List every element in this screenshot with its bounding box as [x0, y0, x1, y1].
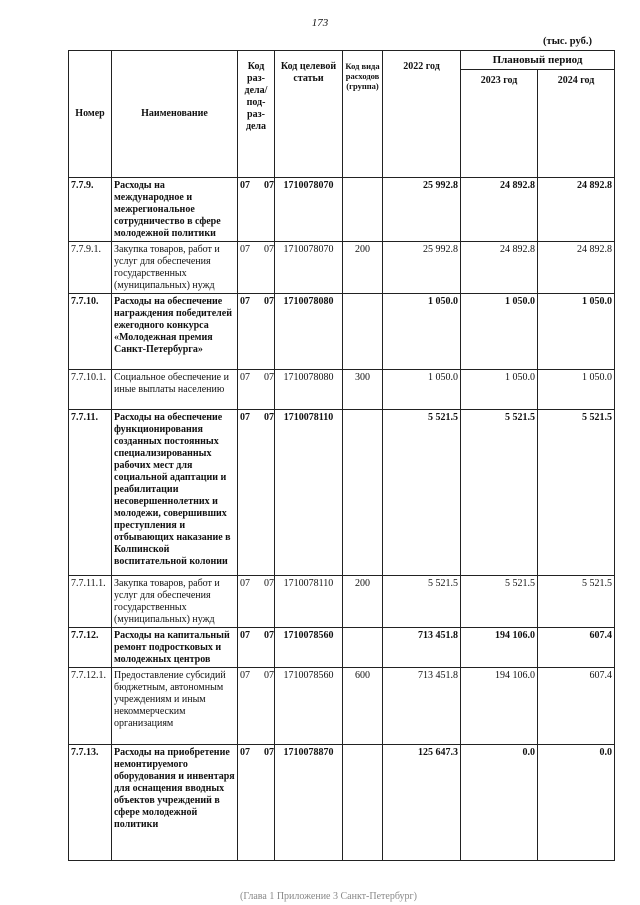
cell-2024: 24 892.8 [538, 178, 615, 242]
cell-2023: 1 050.0 [461, 370, 538, 410]
cell-name: Закупка товаров, работ и услуг для обеспечения государственных (муниципальных) нужд [112, 242, 238, 294]
cell-2023: 5 521.5 [461, 410, 538, 576]
table-row [69, 370, 615, 410]
cell-num: 7.7.12. [69, 628, 112, 668]
cell-name: Расходы на международное и межрегиональное сотрудничество в сфере молодежной политики [112, 178, 238, 242]
table-row [69, 576, 615, 628]
cell-num: 7.7.10. [69, 294, 112, 370]
cell-target: 1710078870 [275, 745, 343, 861]
cell-subsection-code: 07 [264, 578, 274, 589]
cell-section [238, 576, 275, 628]
cell-section [238, 745, 275, 861]
cell-section-code: 07 [240, 747, 250, 758]
table-row [69, 410, 615, 576]
budget-table [68, 50, 615, 861]
cell-target: 1710078110 [275, 576, 343, 628]
header-section: Код раз-дела/ под-раз-дела [238, 51, 275, 178]
cell-subsection-code: 07 [264, 244, 274, 255]
cell-section-code: 07 [240, 244, 250, 255]
cell-target: 1710078560 [275, 628, 343, 668]
units-label: (тыс. руб.) [543, 36, 592, 47]
cell-subsection-code: 07 [264, 630, 274, 641]
cell-section [238, 370, 275, 410]
table-row [69, 745, 615, 861]
cell-section-code: 07 [240, 180, 250, 191]
cell-name: Расходы на капитальный ремонт подростковых и молодежных центров [112, 628, 238, 668]
table-row [69, 178, 615, 242]
cell-2022: 1 050.0 [383, 294, 461, 370]
page-footer: (Глава 1 Приложение 3 Санкт-Петербург) [240, 891, 417, 902]
cell-num: 7.7.11.1. [69, 576, 112, 628]
header-2024: 2024 год [538, 70, 615, 178]
cell-num: 7.7.11. [69, 410, 112, 576]
cell-2024: 5 521.5 [538, 576, 615, 628]
cell-num: 7.7.13. [69, 745, 112, 861]
cell-type [343, 745, 383, 861]
cell-2022: 25 992.8 [383, 242, 461, 294]
header-target: Код целевой статьи [275, 51, 343, 178]
cell-subsection-code: 07 [264, 180, 274, 191]
cell-name: Закупка товаров, работ и услуг для обеспечения государственных (муниципальных) нужд [112, 576, 238, 628]
cell-section [238, 410, 275, 576]
cell-2024: 0.0 [538, 745, 615, 861]
page-number: 173 [311, 17, 329, 29]
cell-2023: 0.0 [461, 745, 538, 861]
cell-num: 7.7.9. [69, 178, 112, 242]
cell-target: 1710078070 [275, 242, 343, 294]
table-row [69, 242, 615, 294]
cell-2023: 24 892.8 [461, 178, 538, 242]
cell-target: 1710078110 [275, 410, 343, 576]
header-2022: 2022 год [383, 51, 461, 178]
header-num: Номер [69, 51, 112, 178]
cell-section [238, 668, 275, 745]
cell-2022: 5 521.5 [383, 576, 461, 628]
cell-2023: 1 050.0 [461, 294, 538, 370]
cell-target: 1710078080 [275, 294, 343, 370]
cell-name: Предоставление субсидий бюджетным, автономным учреждениям и иным некоммерческим организациям [112, 668, 238, 745]
cell-subsection-code: 07 [264, 747, 274, 758]
cell-2024: 607.4 [538, 668, 615, 745]
cell-num: 7.7.12.1. [69, 668, 112, 745]
cell-2022: 713 451.8 [383, 628, 461, 668]
cell-subsection-code: 07 [264, 412, 274, 423]
cell-2022: 5 521.5 [383, 410, 461, 576]
cell-type [343, 178, 383, 242]
cell-type [343, 628, 383, 668]
table-row [69, 628, 615, 668]
cell-target: 1710078080 [275, 370, 343, 410]
header-2023: 2023 год [461, 70, 538, 178]
cell-type [343, 410, 383, 576]
cell-2022: 125 647.3 [383, 745, 461, 861]
cell-2024: 5 521.5 [538, 410, 615, 576]
cell-section-code: 07 [240, 630, 250, 641]
table-row [69, 294, 615, 370]
cell-target: 1710078560 [275, 668, 343, 745]
cell-2023: 194 106.0 [461, 628, 538, 668]
cell-2024: 1 050.0 [538, 294, 615, 370]
cell-section-code: 07 [240, 578, 250, 589]
cell-2022: 1 050.0 [383, 370, 461, 410]
cell-target: 1710078070 [275, 178, 343, 242]
cell-subsection-code: 07 [264, 670, 274, 681]
cell-num: 7.7.10.1. [69, 370, 112, 410]
table-body [69, 178, 615, 861]
cell-2024: 1 050.0 [538, 370, 615, 410]
cell-name: Социальное обеспечение и иные выплаты населению [112, 370, 238, 410]
cell-2023: 194 106.0 [461, 668, 538, 745]
cell-subsection-code: 07 [264, 296, 274, 307]
cell-2023: 24 892.8 [461, 242, 538, 294]
cell-num: 7.7.9.1. [69, 242, 112, 294]
cell-section-code: 07 [240, 296, 250, 307]
cell-type: 600 [343, 668, 383, 745]
cell-type: 300 [343, 370, 383, 410]
cell-2022: 713 451.8 [383, 668, 461, 745]
cell-section [238, 628, 275, 668]
cell-2024: 607.4 [538, 628, 615, 668]
cell-name: Расходы на приобретение немонтируемого оборудования и инвентаря для оснащения вводных объектов учреждений в сфере молодежной политики [112, 745, 238, 861]
cell-2023: 5 521.5 [461, 576, 538, 628]
cell-type: 200 [343, 242, 383, 294]
cell-section [238, 294, 275, 370]
cell-subsection-code: 07 [264, 372, 274, 383]
header-type: Код вида расходов (группа) [343, 51, 383, 178]
header-name: Наименование [112, 51, 238, 178]
cell-name: Расходы на обеспечение функционирования созданных постоянных специализированных рабочих мест для социальной адаптации и реабилитации несовершеннолетних и молодежи, совершивших преступления и отбывающих наказание в Колпинской воспитательной колонии [112, 410, 238, 576]
cell-type: 200 [343, 576, 383, 628]
cell-section-code: 07 [240, 372, 250, 383]
cell-section-code: 07 [240, 412, 250, 423]
cell-name: Расходы на обеспечение награждения победителей ежегодного конкурса «Молодежная премия Санкт-Петербурга» [112, 294, 238, 370]
cell-section [238, 242, 275, 294]
cell-2022: 25 992.8 [383, 178, 461, 242]
cell-section [238, 178, 275, 242]
cell-2024: 24 892.8 [538, 242, 615, 294]
table-row [69, 668, 615, 745]
header-plan-period: Плановый период [461, 51, 615, 70]
cell-type [343, 294, 383, 370]
cell-section-code: 07 [240, 670, 250, 681]
